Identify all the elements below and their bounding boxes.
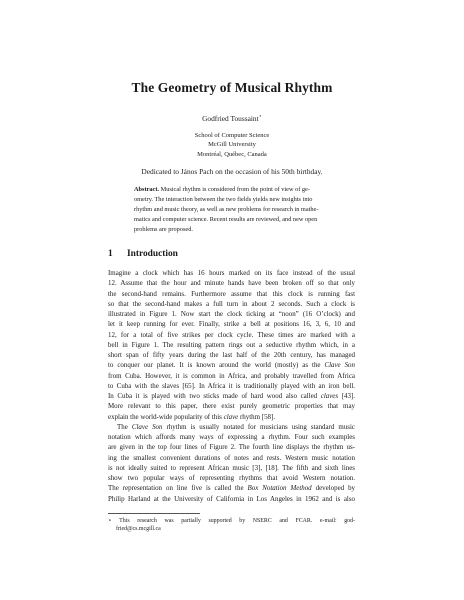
body-line: is not ideally suited to represent African music [3], [18]. The fifth and sixth lines — [108, 463, 355, 472]
body-line: In Cuba it is played with two sticks made of hard wood also called claves [43]. — [108, 392, 355, 400]
abstract-line: problems are proposed. — [134, 226, 193, 233]
body-line: are given in the top four lines of Figure 2. The fourth line displays the rhythm us- — [108, 443, 355, 452]
body-line: to Cuba with the slaves [65]. In Africa it is traditionally played with an iron bell. — [108, 381, 355, 390]
emphasized-term: claves — [320, 392, 339, 400]
section-title: Introduction — [127, 249, 178, 259]
affiliation-line: McGill University — [208, 141, 256, 149]
body-line: 12, for a total of five strikes per clock cycle. These times are marked with a — [108, 330, 355, 339]
emphasized-term: Box Notation Method — [247, 484, 312, 493]
paper-title: The Geometry of Musical Rhythm — [131, 80, 333, 95]
body-line: explain the world-wide popularity of this clave rhythm [58]. — [108, 412, 276, 421]
abstract — [134, 185, 364, 235]
body-line: to conquer our planet. It is known around the world (mostly) as the Clave Son — [108, 361, 355, 370]
abstract-line — [134, 185, 364, 195]
affiliation-line: School of Computer Science — [194, 132, 270, 139]
emphasized-term: clave — [223, 412, 239, 421]
abstract-label: Abstract. — [134, 186, 160, 193]
author-name: Godfried Toussaint — [202, 114, 259, 123]
body-line: illustrated in Figure 1. Now start the clock ticking at “noon” (16 O’clock) and — [108, 310, 355, 318]
dedication: Dedicated to János Pach on the occasion of his 50th birthday. — [141, 167, 323, 176]
emphasized-term: Clave Son — [324, 361, 355, 370]
abstract-line: matics and computer science. Recent results are reviewed, and new open — [134, 216, 318, 223]
author-line — [0, 114, 464, 123]
body-line: the second-hand remains. Furthermore assume that this clock is running fast — [108, 289, 355, 298]
abstract-line: ometry. The interaction between the two fields yields new insights into — [134, 196, 313, 203]
affiliation-line: Montréal, Québec, Canada — [197, 150, 267, 158]
affiliation-block — [0, 131, 464, 159]
body-line: More relevant to this paper, there exist purely geometric properties that may — [108, 402, 355, 411]
body-line: ing the smallest convenient durations of notes and rests. Western music notation — [108, 453, 355, 462]
abstract-line: rhythm and music theory, as well as new problems for research in mathe- — [134, 206, 319, 213]
body-line: notation which affords many ways of expressing a rhythm. Four such examples — [108, 433, 355, 441]
body-line: The Clave Son rhythm is usually notated for musicians using standard music — [117, 422, 355, 431]
body-line: Imagine a clock which has 16 hours marked on its face instead of the usual — [108, 269, 355, 277]
body-line: The representation on line five is called the Box Notation Method developed by — [108, 484, 356, 493]
body-line: short span of fifty years during the last half of the 20th century, has managed — [108, 351, 355, 359]
body-line: so that the second-hand makes a full turn in about 2 seconds. Such a clock is — [108, 299, 355, 308]
body-line: 12. Assume that the hour and minute hands have been broken off so that only — [108, 279, 355, 288]
body-line: show two popular ways of representing rhythms that avoid Western notation. — [108, 474, 355, 482]
body-text — [108, 268, 355, 504]
body-line: from Cuba. However, it is common in Africa, and probably travelled from Africa — [108, 371, 355, 380]
footnote-line: fried@cs.mcgill.ca — [116, 526, 161, 533]
body-line: let it keep running for ever. Finally, strike a bell at positions 16, 3, 6, 10 and — [108, 320, 355, 329]
footnote-line: ⋆ This research was partially supported by NSERC and FCAR. e-mail: god- — [108, 518, 355, 524]
section-number: 1 — [108, 249, 113, 259]
footnote — [108, 517, 355, 534]
abstract-text: Musical rhythm is considered from the point of view of ge- — [159, 186, 310, 193]
author-footnote-mark: ⋆ — [258, 113, 262, 120]
section-heading — [108, 249, 178, 259]
body-line: bell in Figure 1. The resulting pattern rings out a seductive rhythm which, in a — [108, 340, 355, 349]
body-line: Philip Harland at the University of California in Los Angeles in 1962 and is also — [108, 494, 355, 503]
footnote-rule — [108, 513, 200, 514]
emphasized-term: Clave Son — [131, 422, 163, 431]
